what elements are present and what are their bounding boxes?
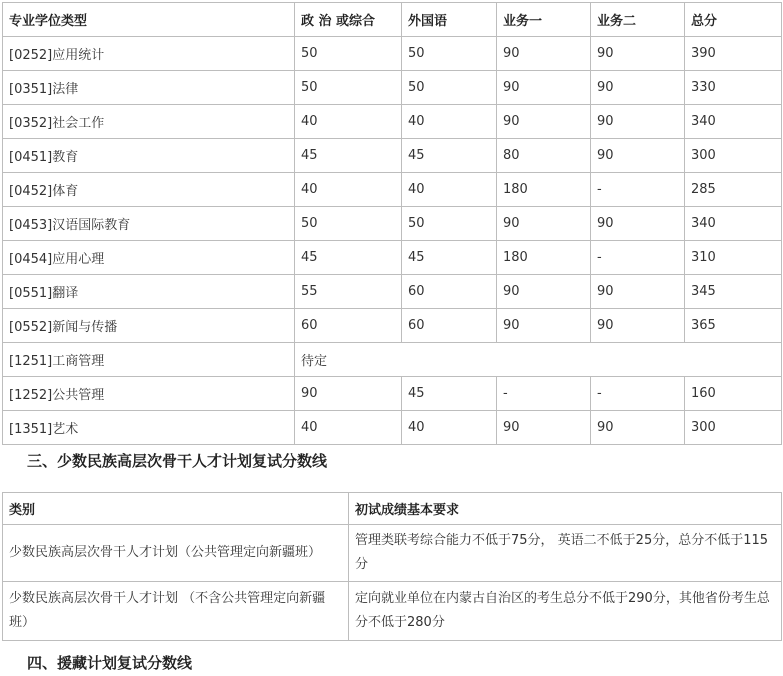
section-3-heading: 三、少数民族高层次骨干人才计划复试分数线 [27,452,328,470]
subject-two-cell: 90 [591,139,685,173]
table-row [3,241,782,275]
subject-two-cell: 90 [591,71,685,105]
foreign-language-cell: 45 [402,241,497,275]
header-total: 总分 [685,3,782,37]
table-row [3,582,782,641]
degree-type-cell: [1351]艺术 [3,411,295,445]
table-header-row [3,3,782,37]
politics-cell: 40 [295,173,402,207]
header-foreign-language: 外国语 [402,3,497,37]
table-row [3,139,782,173]
pending-cell: 待定 [295,343,782,377]
politics-cell: 90 [295,377,402,411]
degree-type-cell: [0453]汉语国际教育 [3,207,295,241]
header-requirement: 初试成绩基本要求 [349,493,782,525]
table-row [3,207,782,241]
subject-two-cell: 90 [591,37,685,71]
politics-cell: 60 [295,309,402,343]
total-cell: 390 [685,37,782,71]
degree-type-cell: [0454]应用心理 [3,241,295,275]
subject-two-cell: 90 [591,105,685,139]
subject-one-cell: 90 [497,411,591,445]
total-cell: 365 [685,309,782,343]
subject-two-cell: 90 [591,309,685,343]
subject-one-cell: 90 [497,309,591,343]
table-row [3,37,782,71]
politics-cell: 45 [295,241,402,275]
category-cell: 少数民族高层次骨干人才计划（公共管理定向新疆班） [3,525,349,582]
politics-cell: 40 [295,105,402,139]
header-degree-type: 专业学位类型 [3,3,295,37]
table-row [3,343,782,377]
subject-one-cell: 90 [497,275,591,309]
degree-type-cell: [1251]工商管理 [3,343,295,377]
subject-two-cell: 90 [591,207,685,241]
table-row [3,377,782,411]
subject-one-cell: 180 [497,173,591,207]
degree-type-cell: [0352]社会工作 [3,105,295,139]
foreign-language-cell: 45 [402,139,497,173]
score-table [2,2,782,445]
table-row [3,525,782,582]
degree-type-cell: [0552]新闻与传播 [3,309,295,343]
table-header-row [3,493,782,525]
total-cell: 310 [685,241,782,275]
degree-type-cell: [0551]翻译 [3,275,295,309]
subject-one-cell: 80 [497,139,591,173]
subject-one-cell: 90 [497,71,591,105]
subject-two-cell: - [591,173,685,207]
politics-cell: 45 [295,139,402,173]
degree-type-cell: [0451]教育 [3,139,295,173]
degree-type-cell: [0351]法律 [3,71,295,105]
foreign-language-cell: 60 [402,309,497,343]
foreign-language-cell: 40 [402,411,497,445]
foreign-language-cell: 50 [402,71,497,105]
foreign-language-cell: 40 [402,173,497,207]
subject-one-cell: 90 [497,105,591,139]
politics-cell: 40 [295,411,402,445]
total-cell: 285 [685,173,782,207]
foreign-language-cell: 40 [402,105,497,139]
requirement-cell: 定向就业单位在内蒙古自治区的考生总分不低于290分，其他省份考生总分不低于280分 [349,582,782,641]
header-category: 类别 [3,493,349,525]
section-4-heading: 四、援藏计划复试分数线 [27,654,193,672]
politics-cell: 50 [295,207,402,241]
subject-two-cell: - [591,241,685,275]
politics-cell: 50 [295,71,402,105]
requirement-cell: 管理类联考综合能力不低于75分， 英语二不低于25分，总分不低于115分 [349,525,782,582]
total-cell: 300 [685,411,782,445]
category-cell: 少数民族高层次骨干人才计划 （不含公共管理定向新疆班） [3,582,349,641]
table-row [3,275,782,309]
header-politics: 政 治 或综合 [295,3,402,37]
degree-type-cell: [0252]应用统计 [3,37,295,71]
foreign-language-cell: 50 [402,207,497,241]
total-cell: 160 [685,377,782,411]
foreign-language-cell: 50 [402,37,497,71]
politics-cell: 55 [295,275,402,309]
subject-one-cell: 90 [497,207,591,241]
table-row [3,411,782,445]
total-cell: 345 [685,275,782,309]
total-cell: 340 [685,105,782,139]
subject-one-cell: 90 [497,37,591,71]
degree-type-cell: [1252]公共管理 [3,377,295,411]
table-row [3,71,782,105]
header-subject-one: 业务一 [497,3,591,37]
degree-type-cell: [0452]体育 [3,173,295,207]
total-cell: 300 [685,139,782,173]
header-subject-two: 业务二 [591,3,685,37]
foreign-language-cell: 60 [402,275,497,309]
table-row [3,309,782,343]
table-row [3,105,782,139]
total-cell: 340 [685,207,782,241]
subject-two-cell: 90 [591,411,685,445]
total-cell: 330 [685,71,782,105]
table-row [3,173,782,207]
minority-plan-table [2,492,782,641]
subject-two-cell: 90 [591,275,685,309]
politics-cell: 50 [295,37,402,71]
subject-two-cell: - [591,377,685,411]
foreign-language-cell: 45 [402,377,497,411]
subject-one-cell: 180 [497,241,591,275]
subject-one-cell: - [497,377,591,411]
